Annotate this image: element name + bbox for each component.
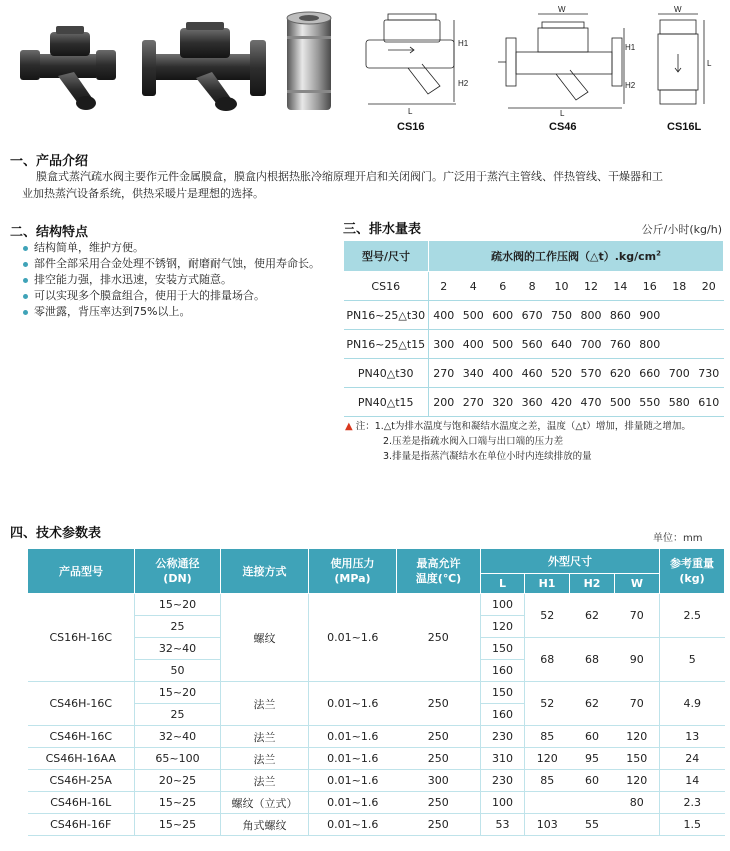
table-cell bbox=[665, 330, 694, 359]
table-cell bbox=[665, 301, 694, 330]
th-dn: 公称通径 (DN) bbox=[135, 549, 221, 594]
header-model-size: 型号/尺寸 bbox=[344, 241, 429, 272]
cell-dn: 32~40 bbox=[135, 638, 221, 660]
cell-connection: 螺纹 bbox=[221, 594, 309, 682]
table-row bbox=[344, 272, 724, 301]
cell-connection: 法兰 bbox=[221, 770, 309, 792]
cell-w bbox=[615, 814, 660, 836]
table-cell: 470 bbox=[576, 388, 605, 417]
cell-h2: 95 bbox=[570, 748, 615, 770]
product-photo-cs16-threaded bbox=[18, 6, 118, 116]
cell-h1: 103 bbox=[525, 814, 570, 836]
cell-pressure: 0.01~1.6 bbox=[309, 792, 397, 814]
list-item: 结构简单，维护方便。 bbox=[22, 240, 322, 256]
note-1: 1.△t为排水温度与饱和凝结水温度之差，温度（△t）增加，排量随之增加。 bbox=[374, 421, 691, 432]
cell-temperature: 250 bbox=[397, 726, 481, 748]
drain-notes bbox=[345, 419, 691, 464]
cell-h2: 68 bbox=[570, 638, 615, 682]
diagram-cs16l bbox=[650, 6, 720, 116]
cell-w: 120 bbox=[615, 770, 660, 792]
cell-model: CS46H-16AA bbox=[28, 748, 135, 770]
table-row bbox=[344, 388, 724, 417]
cell-model: CS46H-16L bbox=[28, 792, 135, 814]
table-cell: 660 bbox=[635, 359, 664, 388]
cell-h1: 120 bbox=[525, 748, 570, 770]
drain-unit: 公斤/小时(kg/h) bbox=[641, 223, 722, 236]
cell-l: 160 bbox=[481, 660, 525, 682]
table-cell: 8 bbox=[517, 272, 546, 301]
cell-connection: 法兰 bbox=[221, 682, 309, 726]
th-dimensions: 外型尺寸 bbox=[481, 549, 660, 574]
cell-pressure: 0.01~1.6 bbox=[309, 594, 397, 682]
cell-h2: 62 bbox=[570, 594, 615, 638]
cell-h1: 68 bbox=[525, 638, 570, 682]
th-pressure: 使用压力 (MPa) bbox=[309, 549, 397, 594]
row-label: PN16~25△t30 bbox=[344, 301, 429, 330]
th-connection: 连接方式 bbox=[221, 549, 309, 594]
table-cell bbox=[694, 301, 724, 330]
table-cell: 270 bbox=[459, 388, 488, 417]
cell-pressure: 0.01~1.6 bbox=[309, 726, 397, 748]
cell-dn: 65~100 bbox=[135, 748, 221, 770]
cell-temperature: 250 bbox=[397, 792, 481, 814]
table-cell: 400 bbox=[488, 359, 517, 388]
table-cell: 360 bbox=[517, 388, 546, 417]
cell-h1: 52 bbox=[525, 682, 570, 726]
list-item: 部件全部采用合金处理不锈钢，耐磨耐气蚀，使用寿命长。 bbox=[22, 256, 322, 272]
table-row bbox=[28, 814, 725, 836]
cell-model: CS46H-16C bbox=[28, 682, 135, 726]
drain-capacity-table bbox=[343, 240, 724, 417]
cell-connection: 法兰 bbox=[221, 726, 309, 748]
cell-l: 100 bbox=[481, 594, 525, 616]
table-cell: 600 bbox=[488, 301, 517, 330]
table-row bbox=[28, 682, 725, 704]
cell-l: 150 bbox=[481, 682, 525, 704]
cell-h1 bbox=[525, 792, 570, 814]
cell-h1: 52 bbox=[525, 594, 570, 638]
cell-temperature: 250 bbox=[397, 682, 481, 726]
caption-cs46: CS46 bbox=[549, 121, 577, 133]
dim-h2: H2 bbox=[625, 81, 636, 90]
cell-weight: 1.5 bbox=[660, 814, 725, 836]
cell-model: CS46H-16F bbox=[28, 814, 135, 836]
table-row bbox=[28, 770, 725, 792]
cell-temperature: 250 bbox=[397, 814, 481, 836]
cell-weight: 14 bbox=[660, 770, 725, 792]
table-cell: 520 bbox=[547, 359, 576, 388]
th-l: L bbox=[481, 574, 525, 594]
caption-cs16l: CS16L bbox=[667, 121, 702, 133]
row-label: PN40△t30 bbox=[344, 359, 429, 388]
dim-h1: H1 bbox=[458, 39, 469, 48]
cell-weight: 13 bbox=[660, 726, 725, 748]
cell-l: 53 bbox=[481, 814, 525, 836]
dim-h2: H2 bbox=[458, 79, 469, 88]
cell-weight: 24 bbox=[660, 748, 725, 770]
table-cell: 4 bbox=[459, 272, 488, 301]
section-title-intro: 一、产品介绍 bbox=[10, 154, 89, 169]
cell-w: 90 bbox=[615, 638, 660, 682]
cell-temperature: 300 bbox=[397, 770, 481, 792]
cell-model: CS16H-16C bbox=[28, 594, 135, 682]
features-list bbox=[22, 240, 322, 320]
dim-l: L bbox=[707, 59, 712, 68]
table-cell: 300 bbox=[429, 330, 459, 359]
table-cell: 400 bbox=[429, 301, 459, 330]
cell-pressure: 0.01~1.6 bbox=[309, 748, 397, 770]
cell-l: 150 bbox=[481, 638, 525, 660]
cell-dn: 32~40 bbox=[135, 726, 221, 748]
cell-weight: 2.5 bbox=[660, 594, 725, 638]
cell-dn: 15~20 bbox=[135, 594, 221, 616]
table-cell: 620 bbox=[606, 359, 635, 388]
tech-unit: 单位：mm bbox=[653, 533, 703, 544]
table-cell: 900 bbox=[635, 301, 664, 330]
cell-w: 150 bbox=[615, 748, 660, 770]
table-row bbox=[344, 330, 724, 359]
table-cell: 570 bbox=[576, 359, 605, 388]
table-cell bbox=[694, 330, 724, 359]
diagram-cs46 bbox=[496, 4, 634, 116]
warning-triangle-icon: ▲ bbox=[345, 421, 353, 432]
dim-l: L bbox=[408, 107, 413, 116]
table-cell: 640 bbox=[547, 330, 576, 359]
cell-h2: 55 bbox=[570, 814, 615, 836]
table-cell: 270 bbox=[429, 359, 459, 388]
th-h2: H2 bbox=[570, 574, 615, 594]
dim-w: W bbox=[558, 5, 566, 14]
cell-l: 120 bbox=[481, 616, 525, 638]
cell-dn: 20~25 bbox=[135, 770, 221, 792]
th-w: W bbox=[615, 574, 660, 594]
tech-params-table bbox=[27, 548, 725, 836]
table-cell: 560 bbox=[517, 330, 546, 359]
cell-pressure: 0.01~1.6 bbox=[309, 682, 397, 726]
table-cell: 18 bbox=[665, 272, 694, 301]
table-row bbox=[344, 359, 724, 388]
cell-weight: 5 bbox=[660, 638, 725, 682]
section-title-features: 二、结构特点 bbox=[10, 225, 89, 240]
cell-connection: 角式螺纹 bbox=[221, 814, 309, 836]
cell-h2: 60 bbox=[570, 726, 615, 748]
table-cell: 860 bbox=[606, 301, 635, 330]
list-item: 零泄露，背压率达到75%以上。 bbox=[22, 304, 322, 320]
table-cell: 320 bbox=[488, 388, 517, 417]
cell-h1: 85 bbox=[525, 770, 570, 792]
table-row bbox=[28, 792, 725, 814]
table-cell: 340 bbox=[459, 359, 488, 388]
table-cell: 200 bbox=[429, 388, 459, 417]
cell-w: 70 bbox=[615, 682, 660, 726]
table-cell: 730 bbox=[694, 359, 724, 388]
note-prefix: 注： bbox=[355, 421, 375, 432]
table-row bbox=[28, 726, 725, 748]
table-cell: 750 bbox=[547, 301, 576, 330]
cell-l: 310 bbox=[481, 748, 525, 770]
row-label: CS16 bbox=[344, 272, 429, 301]
cell-l: 230 bbox=[481, 726, 525, 748]
table-row bbox=[28, 594, 725, 616]
table-cell: 500 bbox=[488, 330, 517, 359]
table-cell: 550 bbox=[635, 388, 664, 417]
cell-l: 160 bbox=[481, 704, 525, 726]
cell-dn: 15~20 bbox=[135, 682, 221, 704]
cell-pressure: 0.01~1.6 bbox=[309, 770, 397, 792]
cell-connection: 螺纹（立式） bbox=[221, 792, 309, 814]
list-item: 可以实现多个膜盒组合，使用于大的排量场合。 bbox=[22, 288, 322, 304]
table-cell: 700 bbox=[576, 330, 605, 359]
cell-w: 120 bbox=[615, 726, 660, 748]
cell-h2 bbox=[570, 792, 615, 814]
table-cell: 610 bbox=[694, 388, 724, 417]
cell-model: CS46H-25A bbox=[28, 770, 135, 792]
table-cell: 760 bbox=[606, 330, 635, 359]
product-photo-cs46-flanged bbox=[140, 6, 268, 116]
cell-w: 80 bbox=[615, 792, 660, 814]
list-item: 排空能力强，排水迅速，安装方式随意。 bbox=[22, 272, 322, 288]
section-title-drain-capacity: 三、排水量表 bbox=[343, 222, 422, 237]
dim-h1: H1 bbox=[625, 43, 636, 52]
table-cell: 700 bbox=[665, 359, 694, 388]
table-cell: 400 bbox=[459, 330, 488, 359]
table-cell: 580 bbox=[665, 388, 694, 417]
table-cell: 460 bbox=[517, 359, 546, 388]
cell-dn: 50 bbox=[135, 660, 221, 682]
cell-h2: 62 bbox=[570, 682, 615, 726]
table-cell: 20 bbox=[694, 272, 724, 301]
table-row bbox=[344, 301, 724, 330]
dim-w: W bbox=[674, 5, 682, 14]
table-cell: 800 bbox=[576, 301, 605, 330]
cell-weight: 4.9 bbox=[660, 682, 725, 726]
table-cell: 2 bbox=[429, 272, 459, 301]
caption-cs16: CS16 bbox=[397, 121, 425, 133]
table-row bbox=[28, 748, 725, 770]
note-3: 3.排量是指蒸汽凝结水在单位小时内连续排放的量 bbox=[383, 451, 592, 462]
header-working-pressure: 疏水阀的工作压阀$(\triangle t).kg/cm^2$ bbox=[429, 241, 724, 272]
product-photo-cs16l-cylinder bbox=[283, 6, 335, 116]
table-cell: 420 bbox=[547, 388, 576, 417]
note-2: 2.压差是指疏水阀入口端与出口端的压力差 bbox=[383, 436, 564, 447]
table-cell: 10 bbox=[547, 272, 576, 301]
cell-dn: 15~25 bbox=[135, 814, 221, 836]
cell-pressure: 0.01~1.6 bbox=[309, 814, 397, 836]
cell-dn: 15~25 bbox=[135, 792, 221, 814]
cell-dn: 25 bbox=[135, 704, 221, 726]
table-cell: 500 bbox=[606, 388, 635, 417]
cell-temperature: 250 bbox=[397, 748, 481, 770]
th-h1: H1 bbox=[525, 574, 570, 594]
row-label: PN40△t15 bbox=[344, 388, 429, 417]
th-weight: 参考重量 (kg) bbox=[660, 549, 725, 594]
cell-w: 70 bbox=[615, 594, 660, 638]
cell-connection: 法兰 bbox=[221, 748, 309, 770]
table-cell: 6 bbox=[488, 272, 517, 301]
cell-l: 230 bbox=[481, 770, 525, 792]
section-title-tech-params: 四、技术参数表 bbox=[10, 526, 102, 541]
th-model: 产品型号 bbox=[28, 549, 135, 594]
cell-model: CS46H-16C bbox=[28, 726, 135, 748]
intro-line-2: 业加热蒸汽设备系统，供热采暖片是理想的选择。 bbox=[22, 187, 264, 200]
cell-h1: 85 bbox=[525, 726, 570, 748]
table-cell: 500 bbox=[459, 301, 488, 330]
intro-line-1: 膜盒式蒸汽疏水阀主要作元件金属膜盒，膜盒内根据热胀冷缩原理开启和关闭阀门。广泛用于蒸汽主管线、伴热管线、干燥器和工 bbox=[36, 170, 663, 183]
table-cell: 800 bbox=[635, 330, 664, 359]
table-cell: 14 bbox=[606, 272, 635, 301]
row-label: PN16~25△t15 bbox=[344, 330, 429, 359]
th-temperature: 最高允许 温度(℃) bbox=[397, 549, 481, 594]
table-cell: 670 bbox=[517, 301, 546, 330]
dim-l: L bbox=[560, 109, 565, 118]
diagram-cs16 bbox=[358, 6, 468, 116]
cell-weight: 2.3 bbox=[660, 792, 725, 814]
cell-temperature: 250 bbox=[397, 594, 481, 682]
cell-dn: 25 bbox=[135, 616, 221, 638]
table-cell: 16 bbox=[635, 272, 664, 301]
cell-h2: 60 bbox=[570, 770, 615, 792]
cell-l: 100 bbox=[481, 792, 525, 814]
table-cell: 12 bbox=[576, 272, 605, 301]
